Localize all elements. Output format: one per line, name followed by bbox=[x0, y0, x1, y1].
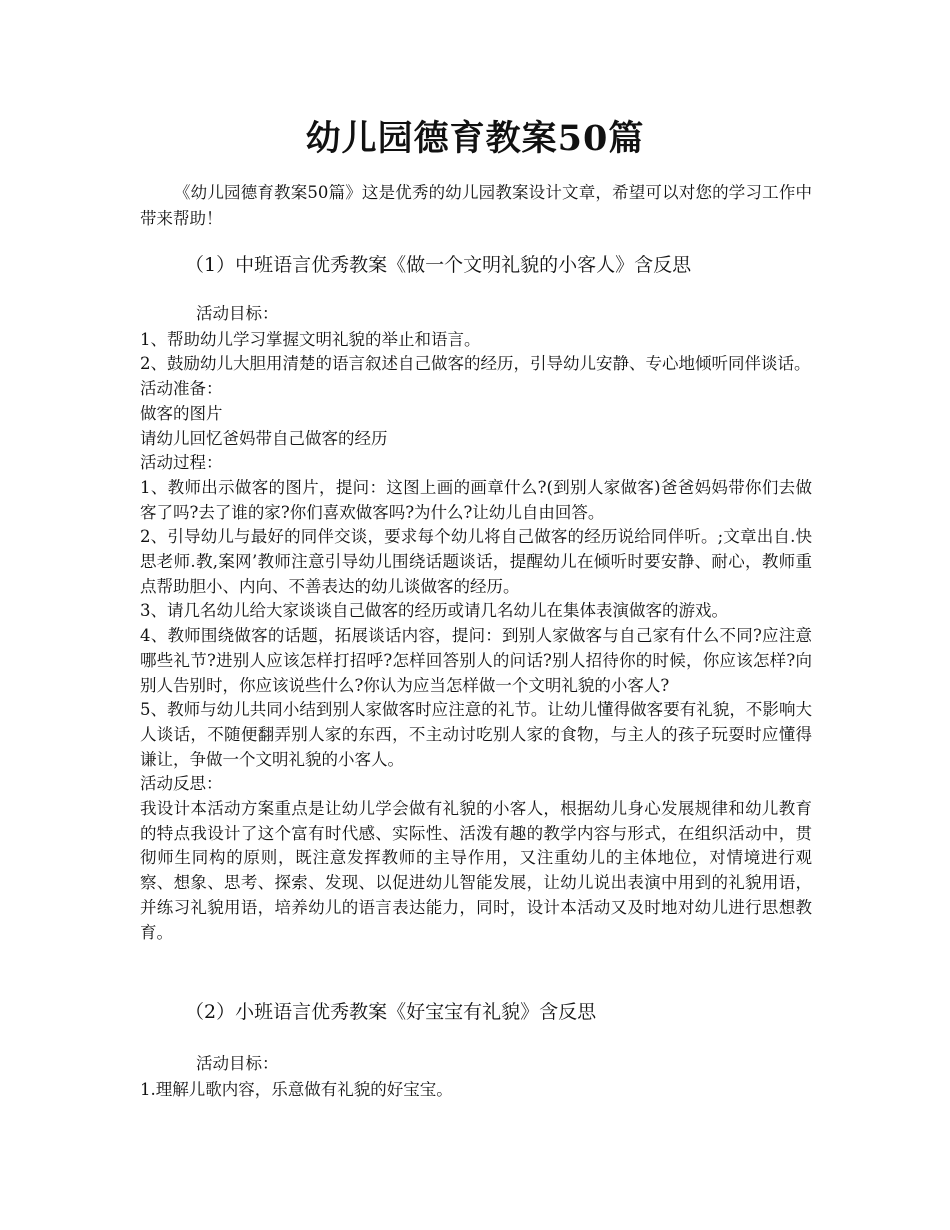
goal-label: 活动目标： bbox=[196, 304, 279, 323]
section-1-heading: （1）中班语言优秀教案《做一个文明礼貌的小客人》含反思 bbox=[185, 254, 692, 276]
prep-item-2: 请幼儿回忆爸妈带自己做客的经历 bbox=[140, 428, 388, 448]
process-item-5: 5、教师与幼儿共同小结到别人家做客时应注意的礼节。让幼儿懂得做客要有礼貌，不影响大人谈话，不随便翻弄别人家的东西，不主动讨吃别人家的食物，与主人的孩子玩耍时应懂得谦让，争做一个文明礼貌的小客人。 bbox=[140, 700, 812, 769]
process-label: 活动过程： bbox=[140, 453, 223, 473]
section-2-body bbox=[140, 1052, 812, 1102]
section-1-body bbox=[140, 302, 812, 945]
process-item-4: 4、教师围绕做客的话题，拓展谈话内容，提问：到别人家做客与自己家有什么不同?应注意哪些礼节?进别人应该怎样打招呼?怎样回答别人的问话?别人招待你的时候，你应该怎样?向别人告别时，你应该说些什么?你认为应当怎样做一个文明礼貌的小客人? bbox=[140, 626, 812, 695]
section-2-heading: （2）小班语言优秀教案《好宝宝有礼貌》含反思 bbox=[185, 1001, 597, 1023]
goal-item-1: 1.理解儿歌内容，乐意做有礼貌的好宝宝。 bbox=[140, 1079, 453, 1099]
reflection-label: 活动反思： bbox=[140, 774, 223, 794]
reflection-paragraph: 我设计本活动方案重点是让幼儿学会做有礼貌的小客人，根据幼儿身心发展规律和幼儿教育的特点我设计了这个富有时代感、实际性、活泼有趣的教学内容与形式，在组织活动中，贯彻师生同构的原则，既注意发挥教师的主导作用，又注重幼儿的主体地位，对情境进行观察、想象、思考、探索、发现、以促进幼儿智能发展，让幼儿说出表演中用到的礼貌用语，并练习礼貌用语，培养幼儿的语言表达能力，同时，设计本活动又及时地对幼儿进行思想教育。 bbox=[140, 799, 812, 942]
document-title: 幼儿园德育教案50篇 bbox=[305, 118, 645, 160]
prep-label: 活动准备： bbox=[140, 379, 223, 399]
process-item-2: 2、引导幼儿与最好的同伴交谈，要求每个幼儿将自己做客的经历说给同伴听。;文章出自.快思老师.教,案网’教师注意引导幼儿围绕话题谈话，提醒幼儿在倾听时要安静、耐心，教师重点帮助胆小、内向、不善表达的幼儿谈做客的经历。 bbox=[140, 527, 812, 596]
goal-item-2: 2、鼓励幼儿大胆用清楚的语言叙述自己做客的经历，引导幼儿安静、专心地倾听同伴谈话。 bbox=[140, 354, 811, 374]
goal-item-1: 1、帮助幼儿学习掌握文明礼貌的举止和语言。 bbox=[140, 329, 481, 349]
process-item-3: 3、请几名幼儿给大家谈谈自己做客的经历或请几名幼儿在集体表演做客的游戏。 bbox=[140, 601, 728, 621]
goal-label: 活动目标： bbox=[196, 1054, 279, 1073]
intro-paragraph: 《幼儿园德育教案50篇》这是优秀的幼儿园教案设计文章，希望可以对您的学习工作中带来帮助！ bbox=[140, 183, 812, 228]
process-item-1: 1、教师出示做客的图片，提问：这图上画的画章什么?(到别人家做客)爸爸妈妈带你们去做客了吗?去了谁的家?你们喜欢做客吗?为什么?让幼儿自由回答。 bbox=[140, 477, 812, 522]
prep-item-1: 做客的图片 bbox=[140, 403, 223, 423]
